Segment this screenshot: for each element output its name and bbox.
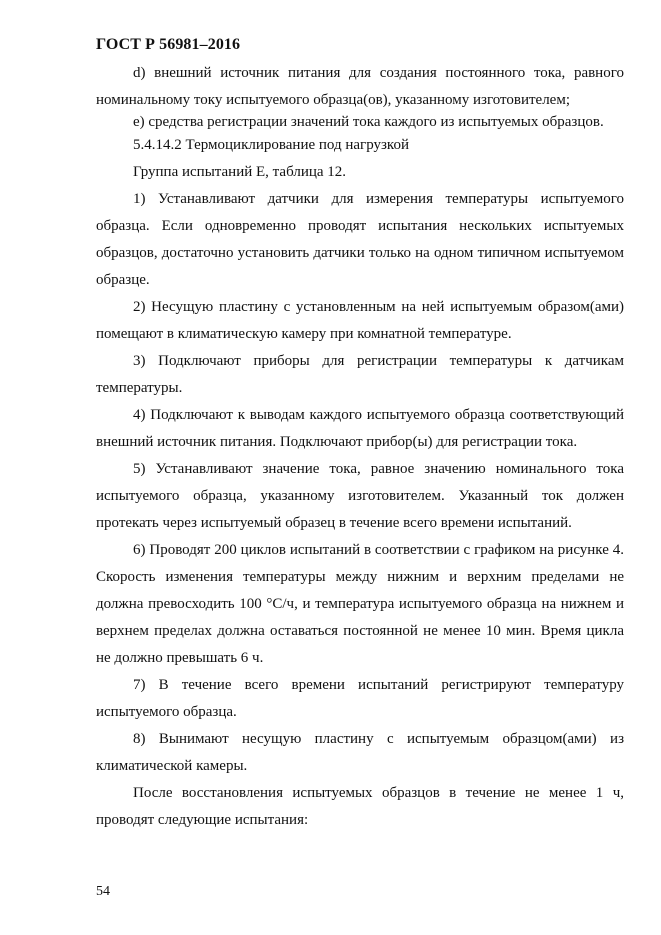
closing-paragraph: После восстановления испытуемых образцов в течение не менее 1 ч, проводят следующие испытания: xyxy=(96,785,624,828)
section-heading: 5.4.14.2 Термоциклирование под нагрузкой xyxy=(133,137,409,153)
step-2: 2) Несущую пластину с установленным на ней испытуемым образом(ами) помещают в климатическую камеру при комнатной температуре. xyxy=(96,299,624,342)
step-4: 4) Подключают к выводам каждого испытуемого образца соответствующий внешний источник питания. Подключают прибор(ы) для регистрации тока. xyxy=(96,407,624,450)
step-7: 7) В течение всего времени испытаний регистрируют температуру испытуемого образца. xyxy=(96,677,624,720)
paragraph-item-e: e) средства регистрации значений тока каждого из испытуемых образцов. xyxy=(133,114,604,130)
step-6: 6) Проводят 200 циклов испытаний в соответствии с графиком на рисунке 4. Скорость изменения температуры между нижним и верхним пределами не должна превосходить 100 °С/ч, и температура испытуемого образца на нижнем и верхнем пределах должна оставаться постоянной не менее 10 мин. Время цикла не должно превышать 6 ч. xyxy=(96,542,624,666)
page-number: 54 xyxy=(96,884,110,899)
step-5: 5) Устанавливают значение тока, равное значению номинального тока испытуемого образца, указанному изготовителем. Указанный ток должен протекать через испытуемый образец в течение всего времени испытаний. xyxy=(96,461,624,531)
paragraph-item-d: d) внешний источник питания для создания постоянного тока, равного номинальному току испытуемого образца(ов), указанному изготовителем; xyxy=(96,65,624,108)
step-8: 8) Вынимают несущую пластину с испытуемым образцом(ами) из климатической камеры. xyxy=(96,731,624,774)
document-header: ГОСТ Р 56981–2016 xyxy=(96,36,241,53)
step-3: 3) Подключают приборы для регистрации температуры к датчикам температуры. xyxy=(96,353,624,396)
document-body xyxy=(96,60,624,834)
test-group-reference: Группа испытаний Е, таблица 12. xyxy=(133,164,347,180)
step-1: 1) Устанавливают датчики для измерения температуры испытуемого образца. Если одновременно проводят испытания нескольких испытуемых образцов, достаточно установить датчики только на одном типичном испытуемом образце. xyxy=(96,191,624,288)
